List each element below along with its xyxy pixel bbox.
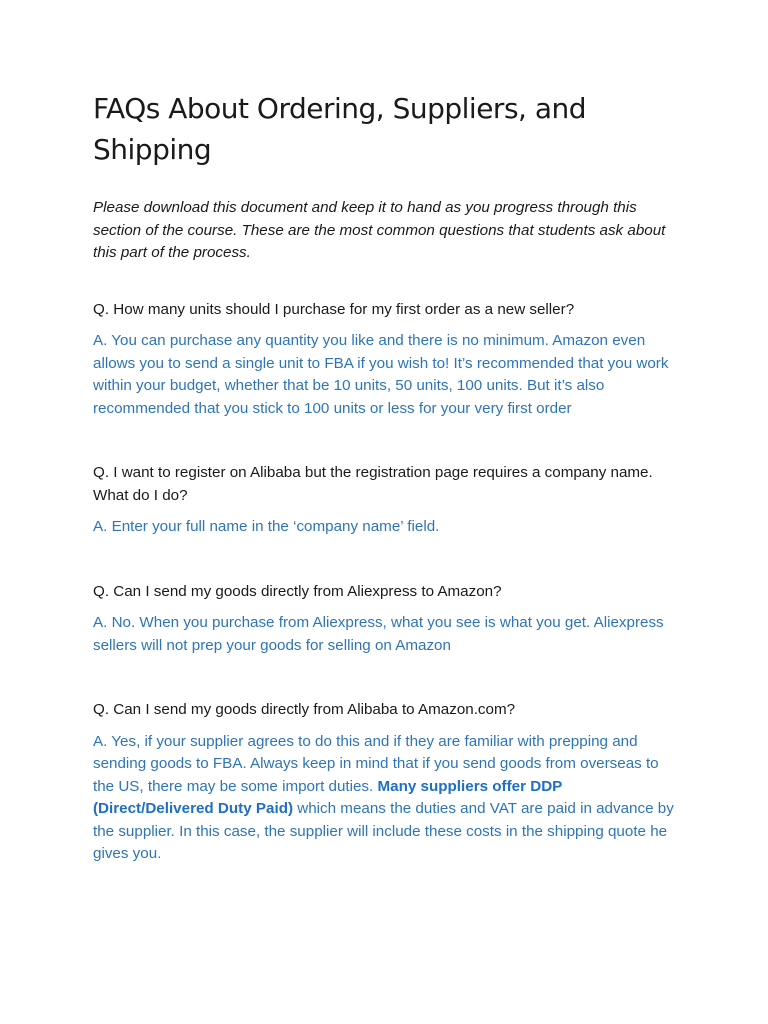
faq-answer: A. Enter your full name in the ‘company name’ field. [93, 518, 440, 535]
faq-item [93, 299, 683, 421]
faq-question: Q. I want to register on Alibaba but the registration page requires a company name. What do I do? [93, 464, 653, 504]
faq-question: Q. How many units should I purchase for my first order as a new seller? [93, 300, 575, 318]
faq-answer: A. You can purchase any quantity you like and there is no minimum. Amazon even allows you to send a single unit to FBA if you wish to! It’s recommended that you work within your budget, whether that be 10 units, 50 units, 100 units. But it’s also recommended that you stick to 100 units or less for your very first order [93, 332, 669, 417]
faq-answer [93, 731, 683, 866]
document-page [93, 88, 683, 866]
faq-answer-text: A. Yes, if your supplier agrees to do this and if they are familiar with prepping and sending goods to FBA. Always keep in mind that if you send goods from overseas to the US, there may be some import duties. [93, 732, 659, 795]
faq-answer-highlight: Many suppliers offer DDP (Direct/Delivered Duty Paid) [93, 777, 563, 817]
faq-answer-text: which means the duties and VAT are paid in advance by the supplier. In this case, the supplier will include these costs in the shipping quote he gives you. [93, 800, 674, 862]
faq-answer: A. No. When you purchase from Aliexpress, what you see is what you get. Aliexpress sellers will not prep your goods for selling on Amazon [93, 614, 664, 654]
faq-item [93, 462, 683, 539]
faq-item [93, 581, 683, 658]
faq-item [93, 699, 683, 866]
intro-paragraph: Please download this document and keep it to hand as you progress through this section of the course. These are the most common questions that students ask about this part of the process. [93, 199, 666, 261]
document-title: FAQs About Ordering, Suppliers, and Shipping [93, 92, 587, 166]
faq-question: Q. Can I send my goods directly from Alibaba to Amazon.com? [93, 701, 516, 718]
faq-question: Q. Can I send my goods directly from Aliexpress to Amazon? [93, 582, 502, 600]
